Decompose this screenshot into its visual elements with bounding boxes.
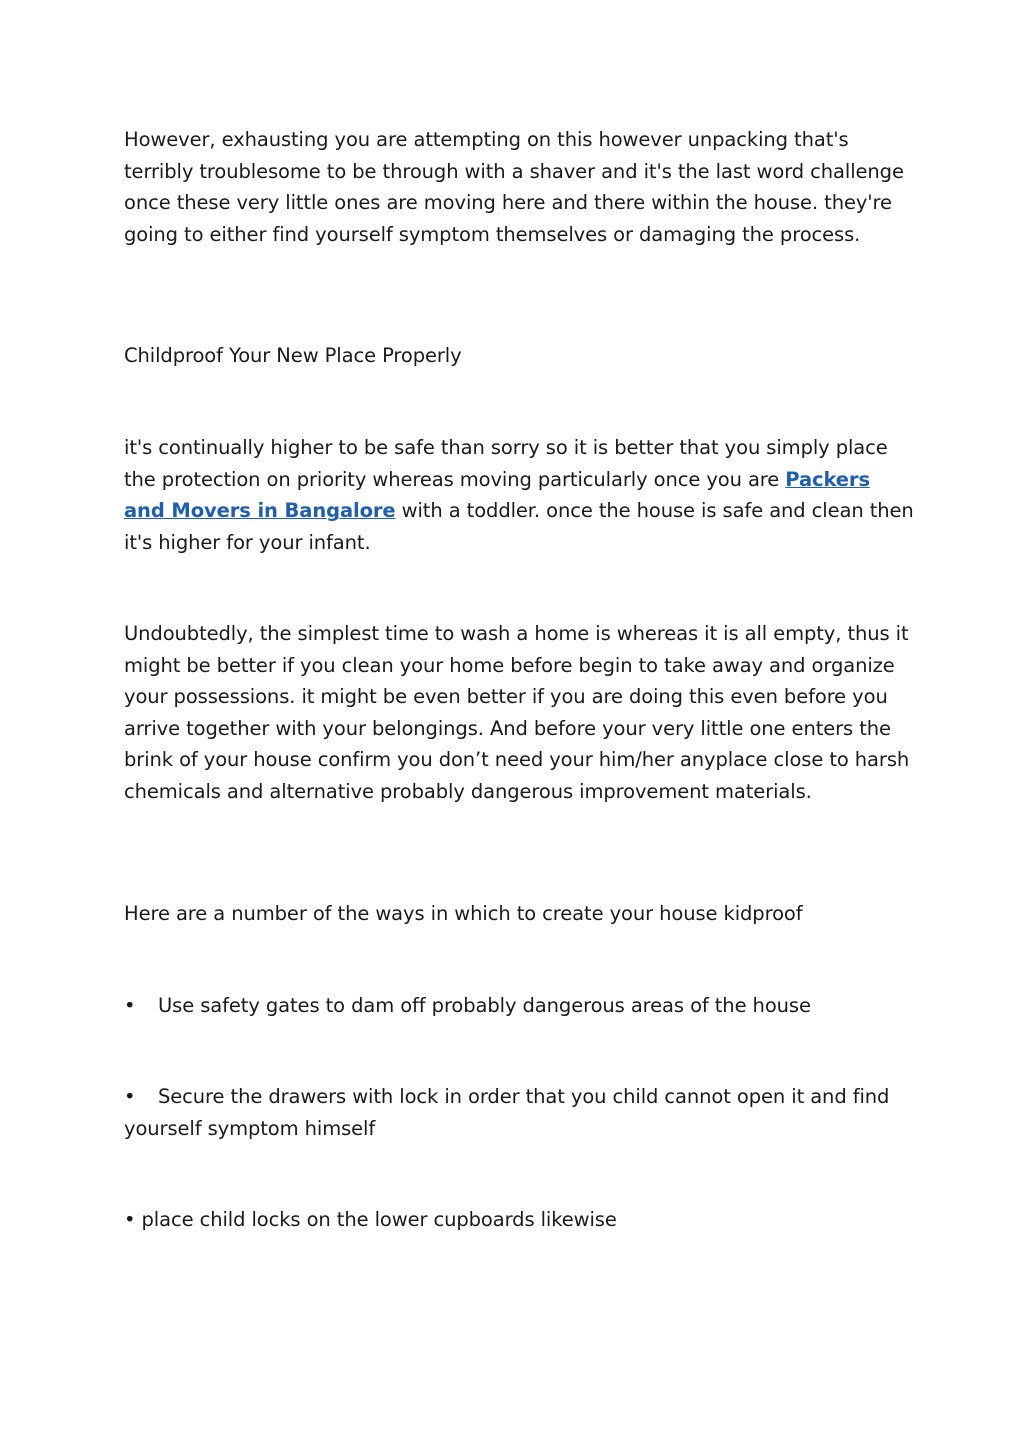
paragraph-ways-intro: Here are a number of the ways in which to create your house kidproof bbox=[124, 902, 803, 925]
paragraph-intro: However, exhausting you are attempting on this however unpacking that's terribly troublesome to be through with a shaver and it's the last word challenge once these very little ones are moving here and there within the house. they're going to either find yourself symptom themselves or damaging the process. bbox=[124, 128, 904, 246]
list-item bbox=[124, 1204, 914, 1236]
paragraph-cleaning: Undoubtedly, the simplest time to wash a home is whereas it is all empty, thus it might be better if you clean your home before begin to take away and organize your possessions. it might be even better if you are doing this even before you arrive together with your belongings. And before your very little one enters the brink of your house confirm you don’t need your him/her anyplace close to harsh chemicals and alternative probably dangerous improvement materials. bbox=[124, 622, 910, 803]
bullet-icon: • bbox=[124, 994, 136, 1017]
list-item-text: Use safety gates to dam off probably dangerous areas of the house bbox=[158, 994, 811, 1017]
paragraph-safety-text-after: with a toddler. once the house is safe and clean then it's higher for your infant. bbox=[124, 499, 914, 554]
list-item-text: place child locks on the lower cupboards likewise bbox=[141, 1208, 617, 1231]
paragraph-safety bbox=[124, 432, 914, 558]
section-heading: Childproof Your New Place Properly bbox=[124, 344, 462, 367]
paragraph-safety-text-before: it's continually higher to be safe than sorry so it is better that you simply place the protection on priority whereas moving particularly once you are bbox=[124, 436, 888, 491]
list-item bbox=[124, 1081, 914, 1144]
packers-movers-link[interactable]: Packers and Movers in Bangalore bbox=[124, 467, 870, 523]
bullet-icon: • bbox=[124, 1208, 136, 1231]
bullet-icon: • bbox=[124, 1085, 136, 1108]
list-item bbox=[124, 990, 914, 1022]
list-item-text: Secure the drawers with lock in order that you child cannot open it and find yourself symptom himself bbox=[124, 1085, 890, 1140]
